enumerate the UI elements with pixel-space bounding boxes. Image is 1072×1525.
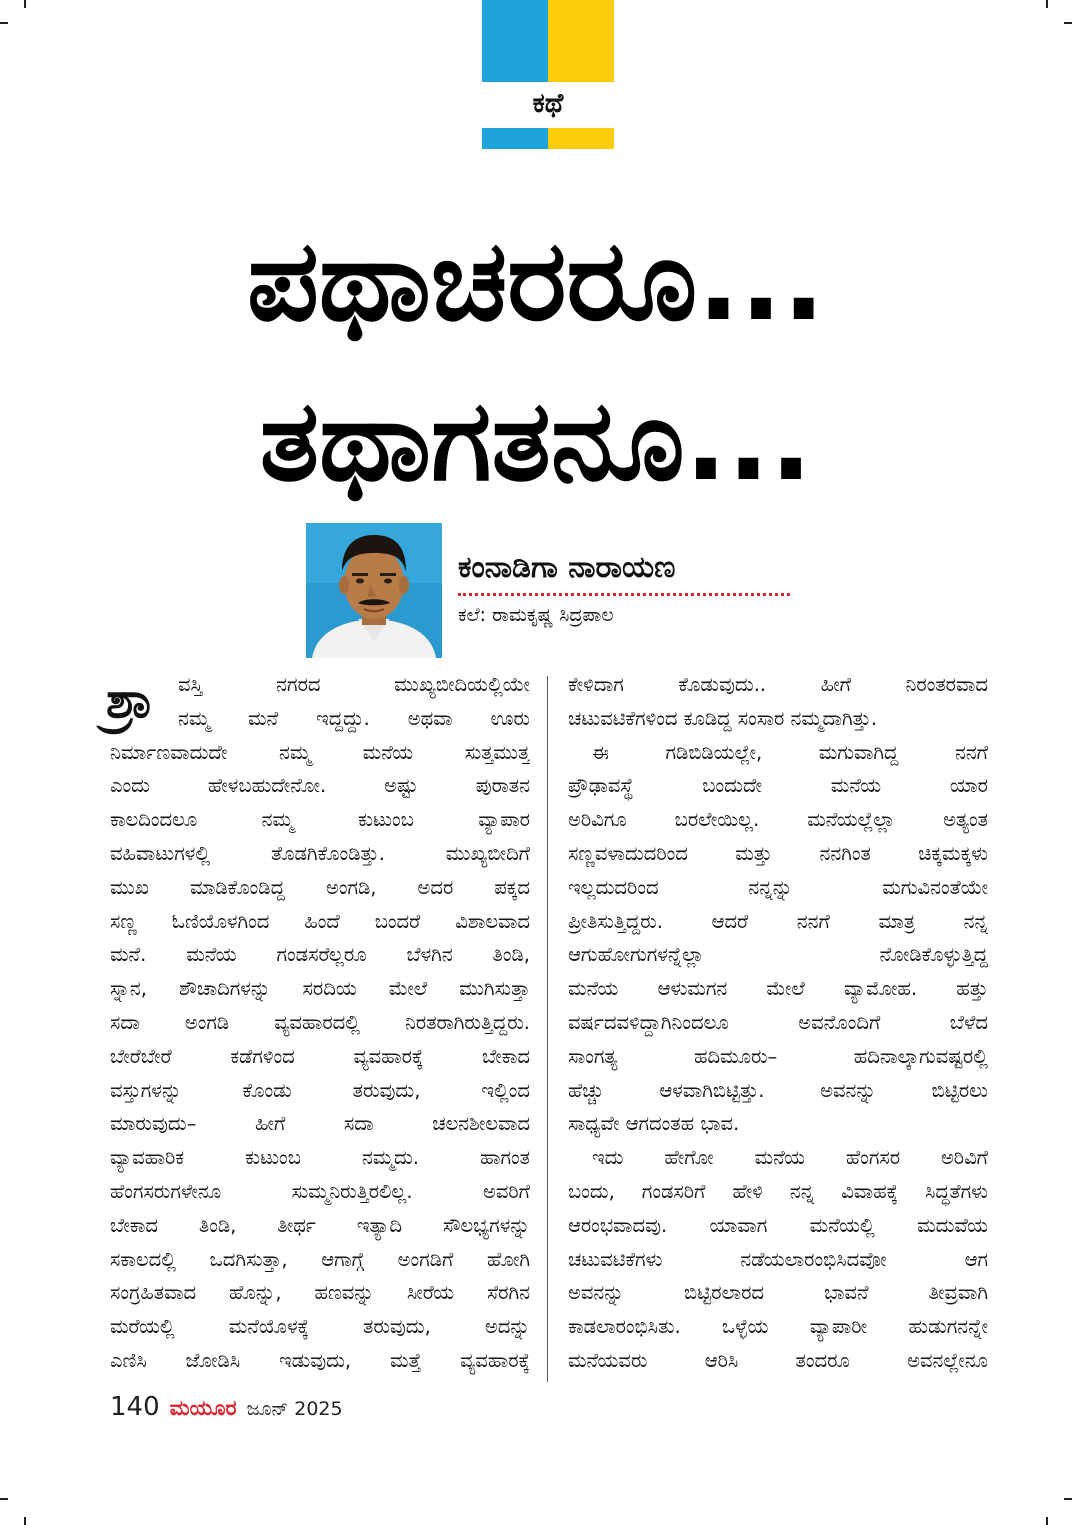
body-line: ವರ್ಷದವಳಿದ್ದಾಗಿನಿಂದಲೂ ಅವನೊಂದಿಗೆ ಬೆಳೆದ [568,1010,988,1034]
body-line: ಎಣಿಸಿ ಜೋಡಿಸಿ ಇಡುವುದು, ಮತ್ತೆ ವ್ಯವಹಾರಕ್ಕೆ [110,1348,530,1372]
headline-line-2: ತಥಾಗತನೂ... [259,376,813,506]
body-line: ವಹಿವಾಟುಗಳಲ್ಲಿ ತೊಡಗಿಕೊಂಡಿತ್ತು. ಮುಖ್ಯಬೀದಿಗೆ [110,841,530,865]
body-line: ಸದಾ ಅಂಗಡಿ ವ್ಯವಹಾರದಲ್ಲಿ ನಿರತರಾಗಿರುತ್ತಿದ್ದರು. [110,1010,530,1034]
magazine-name: ಮಯೂರ [169,1396,237,1420]
headline-line-1: ಪಥಾಚರರೂ... [247,216,825,346]
section-label: ಕಥೆ [532,88,564,119]
body-line: ಮುಖ ಮಾಡಿಕೊಂಡಿದ್ದ ಅಂಗಡಿ, ಅದರ ಪಕ್ಕದ [110,875,530,899]
author-name: ಕಂನಾಡಿಗಾ ನಾರಾಯಣ [458,550,676,585]
body-line: ಇಲ್ಲದುದರಿಂದ ನನ್ನನ್ನು ಮಗುವಿನಂತೆಯೇ [568,875,988,899]
body-line: ಸಾಂಗತ್ಯ ಹದಿಮೂರು– ಹದಿನಾಲ್ಕಾಗುವಷ್ಟರಲ್ಲಿ [568,1044,988,1068]
body-line: ಮನೆಯವರು ಆರಿಸಿ ತಂದರೂ ಅವನಲ್ಲೇನೂ [568,1348,988,1372]
body-line: ಇದು ಹೇಗೋ ಮನೆಯ ಹೆಂಗಸರ ಅರಿವಿಗೆ [592,1146,988,1170]
body-line: ಮರೆಯಲ್ಲಿ ಮನೆಯೊಳಕ್ಕೆ ತರುವುದು, ಅದನ್ನು [110,1315,530,1339]
body-line: ಚಟುವಟಿಕೆಗಳಿಂದ ಕೂಡಿದ್ದ ಸಂಸಾರ ನಮ್ಮದಾಗಿತ್ತು. [568,706,878,730]
article-column-left [106,668,530,1378]
body-line: ಸಕಾಲದಲ್ಲಿ ಒದಗಿಸುತ್ತಾ, ಆಗಾಗ್ಗೆ ಅಂಗಡಿಗೆ ಹೋಗಿ [110,1247,530,1271]
section-marker-yellow-bar [548,128,614,149]
author-portrait-icon [306,523,442,658]
body-line: ಚಟುವಟಿಕೆಗಳು ನಡೆಯಲಾರಂಭಿಸಿದವೋ ಆಗ [568,1247,988,1271]
page-footer [110,1392,343,1422]
body-line: ಬೇಕಾದ ತಿಂಡಿ, ತೀರ್ಥ ಇತ್ಯಾದಿ ಸೌಲಭ್ಯಗಳನ್ನು [110,1213,530,1237]
crop-mark [1064,22,1072,24]
section-marker-yellow-square [548,0,614,82]
body-line: ಆಗುಹೋಗುಗಳನ್ನೆಲ್ಲಾ ನೋಡಿಕೊಳ್ಳುತ್ತಿದ್ದ [568,943,988,967]
body-line: ವಸ್ತಿ ನಗರದ ಮುಖ್ಯಬೀದಿಯಲ್ಲಿಯೇ [178,673,530,696]
body-line: ವಸ್ತುಗಳನ್ನು ಕೊಂಡು ತರುವುದು, ಇಲ್ಲಿಂದ [110,1078,530,1102]
crop-mark [24,0,26,8]
body-line: ಕೇಳಿದಾಗ ಕೊಡುವುದು.. ಹೀಗೆ ನಿರಂತರವಾದ [568,673,988,696]
body-line: ಸಣ್ಣ ಓಣಿಯೊಳಗಿಂದ ಹಿಂದೆ ಬಂದರೆ ವಿಶಾಲವಾದ [110,909,530,933]
column-divider [547,676,548,1382]
body-line: ಈ ಗಡಿಬಿಡಿಯಲ್ಲೇ, ಮಗುವಾಗಿದ್ದ ನನಗೆ [592,740,988,764]
section-marker-blue-bar [482,128,548,149]
crop-mark [1046,1517,1048,1525]
crop-mark [1046,0,1048,8]
author-photo [306,523,442,658]
body-line: ಕಾಲದಿಂದಲೂ ನಮ್ಮ ಕುಟುಂಬ ವ್ಯಾಪಾರ [110,808,530,832]
body-line: ಹೆಚ್ಚು ಆಳವಾಗಿಬಿಟ್ಟಿತ್ತು. ಅವನನ್ನು ಬಿಟ್ಟಿರಲು [568,1078,988,1102]
body-line: ಮನೆ. ಮನೆಯ ಗಂಡಸರೆಲ್ಲರೂ ಬೆಳಗಿನ ತಿಂಡಿ, [110,943,530,967]
body-line: ಸಾಧ್ಯವೇ ಆಗದಂತಹ ಭಾವ. [568,1112,740,1136]
section-marker [482,0,614,149]
byline-divider [458,593,790,596]
issue-date: ಜೂನ್ 2025 [246,1398,343,1420]
body-line: ಮಾರುವುದು– ಹೀಗೆ ಸದಾ ಚಲನಶೀಲವಾದ [110,1112,530,1136]
body-line: ಬೇರೆಬೇರೆ ಕಡೆಗಳಿಂದ ವ್ಯವಹಾರಕ್ಕೆ ಬೇಕಾದ [110,1044,530,1068]
body-line: ಸಣ್ಣವಳಾದುದರಿಂದ ಮತ್ತು ನನಗಿಂತ ಚಿಕ್ಕಮಕ್ಕಳು [568,841,988,865]
crop-mark [0,1498,8,1500]
crop-mark [0,22,8,24]
body-line: ಆರಂಭವಾದವು. ಯಾವಾಗ ಮನೆಯಲ್ಲಿ ಮದುವೆಯ [568,1213,988,1237]
section-marker-blue-square [482,0,548,82]
body-line: ಸ್ನಾನ, ಶೌಚಾದಿಗಳನ್ನು ಸರದಿಯ ಮೇಲೆ ಮುಗಿಸುತ್ತಾ [110,977,530,1001]
body-line: ಅವನನ್ನು ಬಿಟ್ಟಿರಲಾರದ ಭಾವನೆ ತೀವ್ರವಾಗಿ [568,1281,988,1305]
body-line: ವ್ಯಾವಹಾರಿಕ ಕುಟುಂಬ ನಮ್ಮದು. ಹಾಗಂತ [110,1146,530,1170]
body-line: ಸಂಗ್ರಹಿತವಾದ ಹೊನ್ನು, ಹಣವನ್ನು ಸೀರೆಯ ಸೆರಗಿನ [110,1281,530,1305]
body-line: ನಿರ್ಮಾಣವಾದುದೇ ನಮ್ಮ ಮನೆಯ ಸುತ್ತಮುತ್ತ [110,740,530,764]
section-marker-top [482,0,614,82]
body-line: ಎಂದು ಹೇಳಬಹುದೇನೋ. ಅಷ್ಟು ಪುರಾತನ [110,774,530,798]
section-marker-bottom [482,128,614,149]
body-line: ನಮ್ಮ ಮನೆ ಇದ್ದದ್ದು. ಅಥವಾ ಊರು [178,706,530,730]
body-line: ಪ್ರೀತಿಸುತ್ತಿದ್ದರು. ಆದರೆ ನನಗೆ ಮಾತ್ರ ನನ್ನ [568,909,988,933]
body-line: ಪ್ರೌಢಾವಸ್ಥೆ ಬಂದುದೇ ಮನೆಯ ಯಾರ [568,774,988,798]
crop-mark [24,1517,26,1525]
body-line: ಬಂದು, ಗಂಡಸರಿಗೆ ಹೇಳಿ ನನ್ನ ವಿವಾಹಕ್ಕೆ ಸಿದ್ಧತೆಗಳು [568,1179,988,1203]
body-line: ಅರಿವಿಗೂ ಬರಲೇಯಿಲ್ಲ. ಮನೆಯಲ್ಲೆಲ್ಲಾ ಅತ್ಯಂತ [568,808,988,832]
drop-cap: ಶ್ರಾ [106,671,154,729]
crop-mark [1064,1498,1072,1500]
body-line: ಮನೆಯ ಆಳುಮಗನ ಮೇಲೆ ವ್ಯಾಮೋಹ. ಹತ್ತು [568,977,988,1001]
article-column-right [568,668,988,1378]
body-line: ಹೆಂಗಸರುಗಳೇನೂ ಸುಮ್ಮನಿರುತ್ತಿರಲಿಲ್ಲ. ಅವರಿಗೆ [110,1179,530,1203]
illustrator-credit: ಕಲೆ: ರಾಮಕೃಷ್ಣ ಸಿದ್ರಪಾಲ [458,604,614,626]
page-number: 140 [110,1392,160,1422]
body-line: ಕಾಡಲಾರಂಭಿಸಿತು. ಒಳ್ಳೆಯ ವ್ಯಾಪಾರೀ ಹುಡುಗನನ್ನೇ [568,1315,988,1339]
